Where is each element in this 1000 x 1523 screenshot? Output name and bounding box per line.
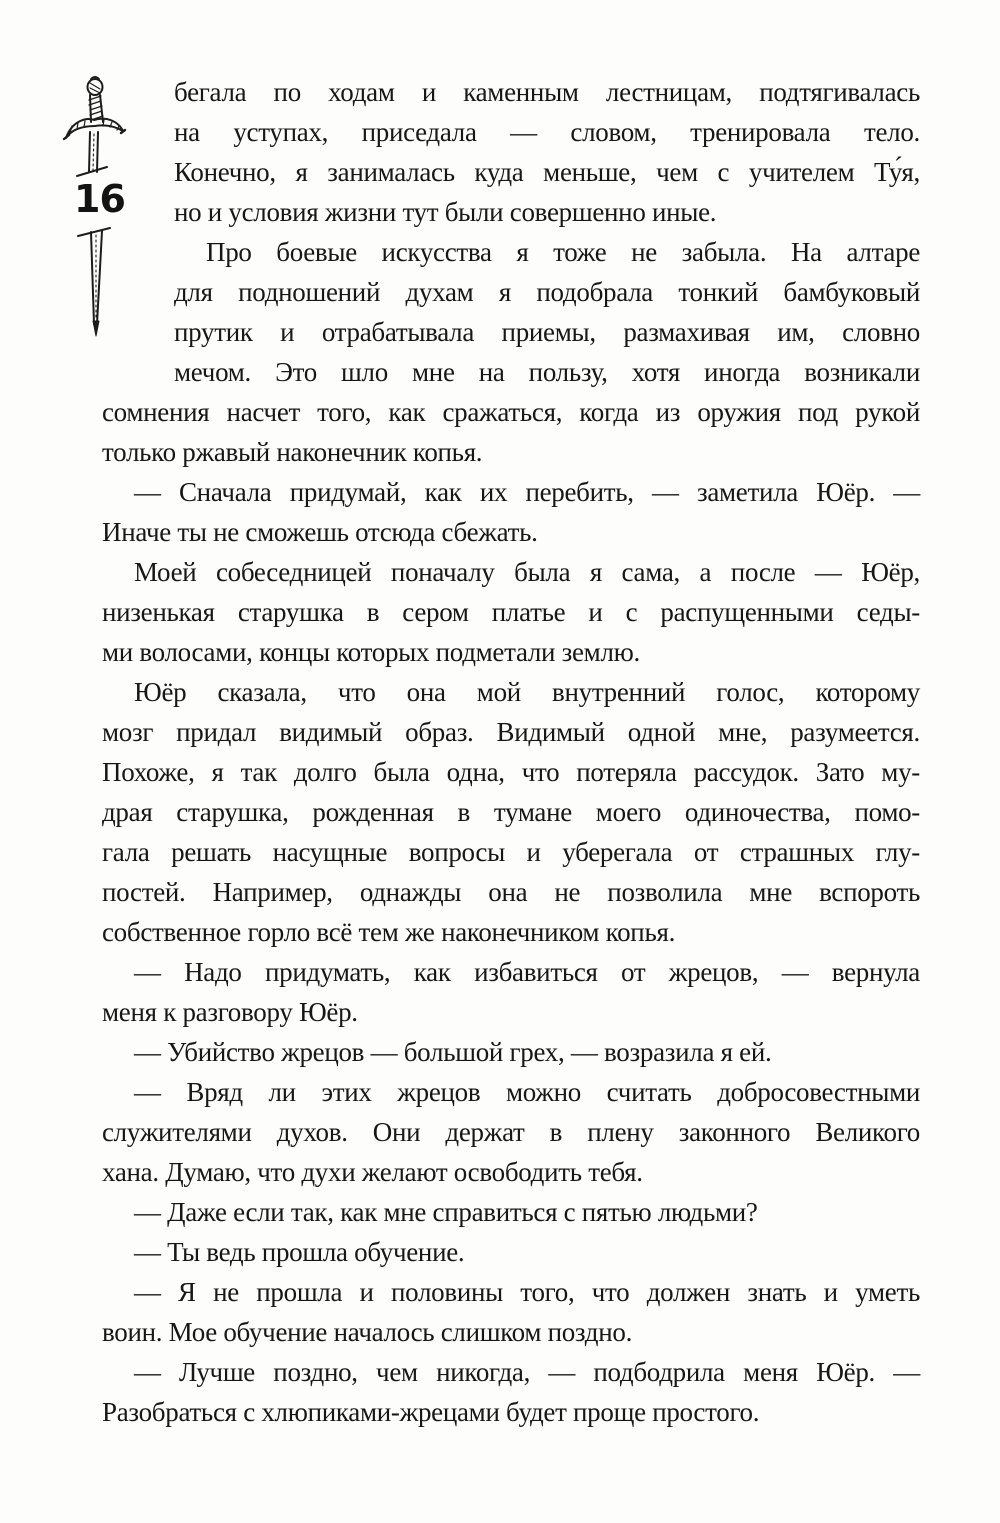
text-line: — Я не прошла и половины того, что должен знать и уметь bbox=[134, 1277, 920, 1307]
text-line: — Вряд ли этих жрецов можно считать добросовестными bbox=[134, 1077, 920, 1107]
page-number: 16 bbox=[74, 177, 125, 221]
text-column bbox=[102, 72, 920, 1432]
text-line: гала решать насущные вопросы и уберегала от страшных глу- bbox=[102, 837, 920, 867]
text-line: но и условия жизни тут были совершенно иные. bbox=[174, 197, 717, 227]
text-line: хана. Думаю, что духи желают освободить тебя. bbox=[102, 1157, 643, 1187]
text-line: постей. Например, однажды она не позволила мне вспороть bbox=[102, 877, 920, 907]
text-line: Юёр сказала, что она мой внутренний голос, которому bbox=[134, 677, 920, 707]
text-line: прутик и отрабатывала приемы, размахивая им, словно bbox=[174, 317, 920, 347]
text-line: бегала по ходам и каменным лестницам, подтягивалась bbox=[174, 77, 920, 107]
text-line: низенькая старушка в сером платье и с распущенными седы- bbox=[102, 597, 920, 627]
text-line: Конечно, я занималась куда меньше, чем с учителем Ту́я, bbox=[174, 157, 920, 187]
text-line: — Даже если так, как мне справиться с пятью людьми? bbox=[134, 1197, 758, 1227]
text-line: меня к разговору Юёр. bbox=[102, 997, 358, 1027]
text-line: воин. Мое обучение началось слишком поздно. bbox=[102, 1317, 633, 1347]
text-line: Моей собеседницей поначалу была я сама, а после — Юёр, bbox=[134, 557, 920, 587]
text-line: Разобраться с хлюпиками-жрецами будет проще простого. bbox=[102, 1397, 760, 1427]
text-line: — Сначала придумай, как их перебить, — заметила Юёр. — bbox=[134, 477, 920, 507]
text-line: только ржавый наконечник копья. bbox=[102, 437, 483, 467]
text-line: — Лучше поздно, чем никогда, — подбодрила меня Юёр. — bbox=[134, 1357, 920, 1387]
text-line: на уступах, приседала — словом, тренировала тело. bbox=[174, 117, 920, 147]
text-line: служителями духов. Они держат в плену законного Великого bbox=[102, 1117, 920, 1147]
text-line: мозг придал видимый образ. Видимый одной мне, разумеется. bbox=[102, 717, 920, 747]
text-line: сомнения насчет того, как сражаться, когда из оружия под рукой bbox=[102, 397, 920, 427]
text-line: для подношений духам я подобрала тонкий бамбуковый bbox=[174, 277, 920, 307]
text-line: Про боевые искусства я тоже не забыла. На алтаре bbox=[206, 237, 920, 267]
text-line: Иначе ты не сможешь отсюда сбежать. bbox=[102, 517, 538, 547]
text-line: мечом. Это шло мне на пользу, хотя иногда возникали bbox=[174, 357, 920, 387]
text-line: — Убийство жрецов — большой грех, — возразила я ей. bbox=[134, 1037, 772, 1067]
text-line: — Надо придумать, как избавиться от жрецов, — вернула bbox=[134, 957, 920, 987]
text-line: — Ты ведь прошла обучение. bbox=[134, 1237, 465, 1267]
text-line: Похоже, я так долго была одна, что потеряла рассудок. Зато му- bbox=[102, 757, 920, 787]
text-line: драя старушка, рожденная в тумане моего одиночества, помо- bbox=[102, 797, 920, 827]
text-line: ми волосами, концы которых подметали землю. bbox=[102, 637, 640, 667]
text-line: собственное горло всё тем же наконечником копья. bbox=[102, 917, 676, 947]
